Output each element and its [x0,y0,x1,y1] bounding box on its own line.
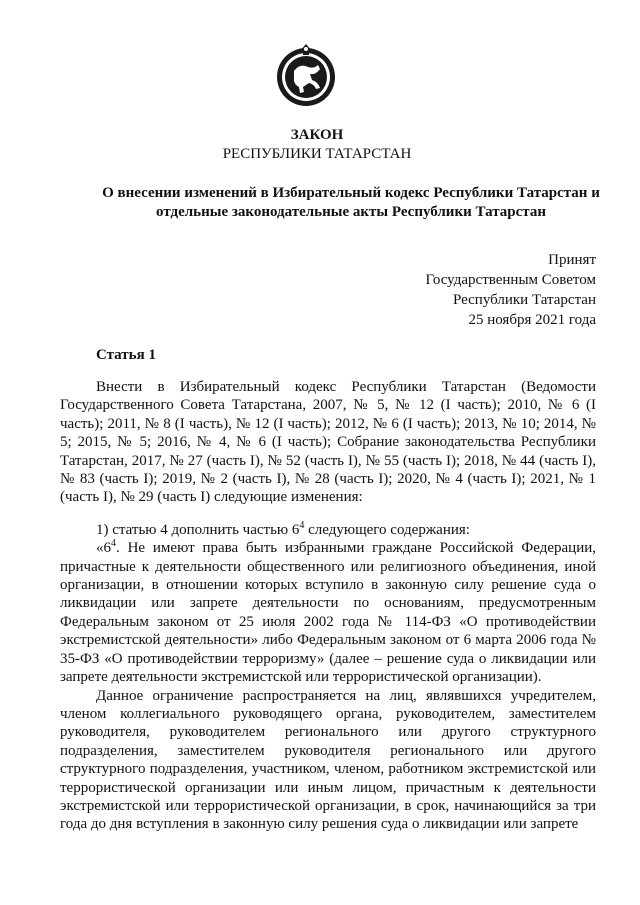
adopted-label: Принят [548,252,596,268]
law-subject-line-1: О внесении изменений в Избирательный кодекс Республики Татарстан и [102,185,600,201]
adopted-by: Государственным Советом [425,272,596,288]
adoption-date: 25 ноября 2021 года [468,312,596,328]
article-body [60,378,596,834]
tatarstan-emblem-icon [274,41,338,109]
law-subject-line-2: отдельные законодательные акты Республики Татарстан [156,204,546,220]
intro-paragraph: Внести в Избирательный кодекс Республики Татарстан (Ведомости Государственного Совета Татарстана, 2007, № 5, № 12 (I часть); 2010, № 6 (I часть); 2011, № 8 (I часть), № 12 (I часть); 2012, № 6 (I часть); 2013, № 10; 2014, № 5; 2015, № 5; 2016, № 4, № 6 (I часть); Собрание законодательства Республики Татарстан, 2017, № 27 (часть I), № 52 (часть I), № 55 (часть I); 2018, № 44 (часть I), № 83 (часть I); 2019, № 2 (часть I), № 28 (часть I); 2020, № 4 (часть I); 2021, № 1 (часть I), № 29 (часть I) следующие изменения: [60,379,596,506]
document-type: ЗАКОН [290,127,344,143]
title-block [0,126,640,164]
article-title: Статья 1 [96,347,156,363]
republic-name: РЕСПУБЛИКИ ТАТАРСТАН [222,146,412,162]
adoption-block [296,250,596,330]
restriction-paragraph: Данное ограничение распространяется на лиц, являвшихся учредителем, членом коллегиального руководящего органа, руководителем, заместителем руководителя, руководителем регионального или другого структурного подразделения, заместителем руководителя регионального или другого структурного подразделения, участником, членом, работником экстремистской или террористической организации или иным лицом, причастным к деятельности экстремистской или террористической организации, в срок, начинающийся за три года до дня вступления в законную силу решения суда о ликвидации или запрете [60,687,596,833]
item-1-paragraph: 1) статью 4 дополнить частью $6^4$ следующего содержания: [96,519,470,538]
quoted-paragraph: «$6^4$. Не имеют права быть избранными граждане Российской Федерации, причастные к деятельности общественного или религиозного объединения, иной организации, в отношении которых вступило в законную силу решение суда о ликвидации или запрете деятельности по основаниям, предусмотренным Федеральным законом от 25 июля 2002 года № 114-ФЗ «О противодействии экстремистской деятельности» либо Федеральным законом от 6 марта 2006 года № 35-ФЗ «О противодействии терроризму» (далее – решение суда о ликвидации или запрете деятельности экстремистской или террористической организации). [60,538,596,686]
law-subject [96,184,606,222]
adopted-by-republic: Республики Татарстан [452,292,596,308]
